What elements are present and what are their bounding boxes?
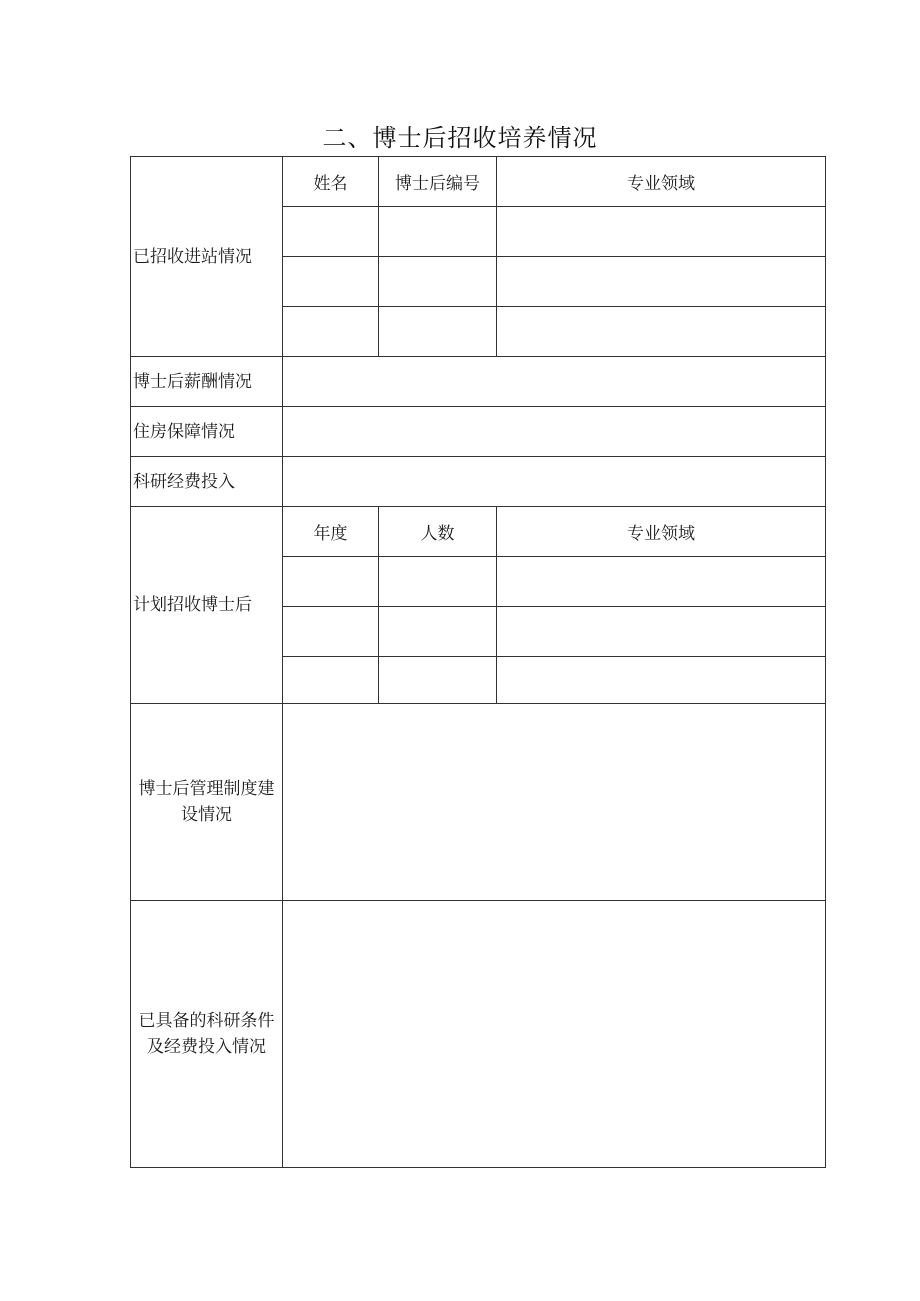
recruited-specialty-cell[interactable] [497,207,826,257]
recruited-specialty-cell[interactable] [497,257,826,307]
planned-count-cell[interactable] [379,657,497,704]
conditions-label: 已具备的科研条件及经费投入情况 [131,901,283,1168]
housing-label: 住房保障情况 [131,407,283,457]
header-name: 姓名 [283,157,379,207]
planned-year-cell[interactable] [283,607,379,657]
planned-year-cell[interactable] [283,557,379,607]
planned-count-cell[interactable] [379,607,497,657]
recruited-number-cell[interactable] [379,207,497,257]
planned-specialty-cell[interactable] [497,657,826,704]
research-funding-field[interactable] [283,457,826,507]
planned-specialty-cell[interactable] [497,607,826,657]
recruited-number-cell[interactable] [379,257,497,307]
recruited-name-cell[interactable] [283,257,379,307]
planned-year-cell[interactable] [283,657,379,704]
planned-section-label: 计划招收博士后 [131,507,283,704]
recruited-section-label: 已招收进站情况 [131,157,283,357]
recruited-name-cell[interactable] [283,207,379,257]
research-funding-label: 科研经费投入 [131,457,283,507]
housing-field[interactable] [283,407,826,457]
recruited-number-cell[interactable] [379,307,497,357]
header-planned-specialty: 专业领域 [497,507,826,557]
recruited-specialty-cell[interactable] [497,307,826,357]
planned-count-cell[interactable] [379,557,497,607]
recruited-name-cell[interactable] [283,307,379,357]
salary-label: 博士后薪酬情况 [131,357,283,407]
header-specialty: 专业领域 [497,157,826,207]
salary-field[interactable] [283,357,826,407]
conditions-field[interactable] [283,901,826,1168]
planned-specialty-cell[interactable] [497,557,826,607]
postdoc-form-table [130,156,826,1168]
header-year: 年度 [283,507,379,557]
header-postdoc-number: 博士后编号 [379,157,497,207]
page-title: 二、博士后招收培养情况 [322,124,598,152]
header-count: 人数 [379,507,497,557]
management-field[interactable] [283,704,826,901]
management-label: 博士后管理制度建设情况 [131,704,283,901]
